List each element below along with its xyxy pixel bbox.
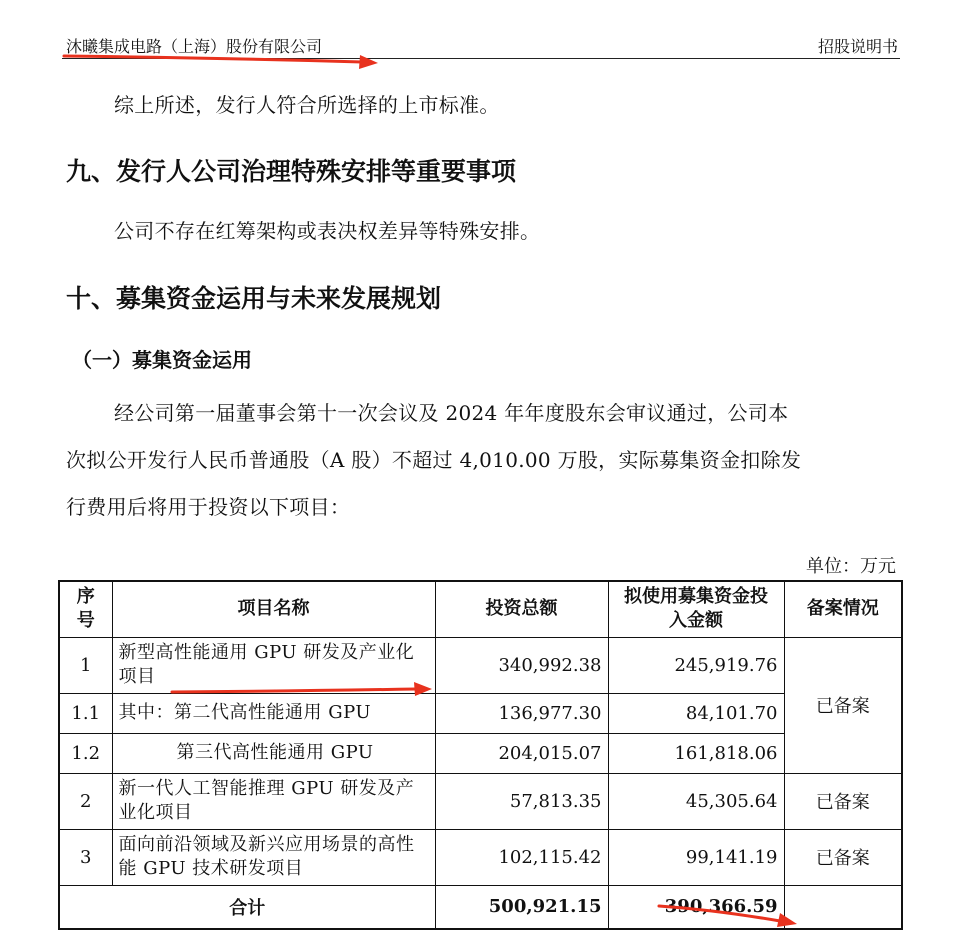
row-raise: 161,818.06 bbox=[608, 733, 784, 773]
header-project-name: 项目名称 bbox=[112, 581, 435, 637]
header-no: 序号 bbox=[59, 581, 112, 637]
row-raise: 84,101.70 bbox=[608, 693, 784, 733]
document-type: 招股说明书 bbox=[817, 37, 898, 56]
row-project-name: 其中：第二代高性能通用 GPU bbox=[112, 693, 435, 733]
header-raised-funds: 拟使用募集资金投入金额 bbox=[608, 581, 784, 637]
table-row bbox=[59, 733, 902, 773]
row-no: 3 bbox=[59, 829, 112, 885]
paragraph-line-3: 行费用后将用于投资以下项目： bbox=[66, 495, 351, 519]
header-filing-status: 备案情况 bbox=[784, 581, 902, 637]
total-label: 合计 bbox=[59, 885, 435, 929]
row-raise: 99,141.19 bbox=[608, 829, 784, 885]
subsection-heading: （一）募集资金运用 bbox=[72, 348, 252, 372]
row-project-name: 面向前沿领域及新兴应用场景的高性能 GPU 技术研发项目 bbox=[112, 829, 435, 885]
row-no: 1.2 bbox=[59, 733, 112, 773]
table-row bbox=[59, 693, 902, 733]
total-filing-empty bbox=[784, 885, 902, 929]
table-row bbox=[59, 829, 902, 885]
fund-use-table bbox=[58, 580, 903, 930]
table-unit: 单位：万元 bbox=[806, 556, 896, 577]
row-raise: 45,305.64 bbox=[608, 773, 784, 829]
row-no: 1.1 bbox=[59, 693, 112, 733]
total-raised: 390,366.59 bbox=[608, 885, 784, 929]
row-no: 1 bbox=[59, 637, 112, 693]
row-total: 57,813.35 bbox=[435, 773, 608, 829]
table-row bbox=[59, 637, 902, 693]
row-project-name: 第三代高性能通用 GPU bbox=[112, 733, 435, 773]
page-header bbox=[62, 30, 900, 59]
total-investment: 500,921.15 bbox=[435, 885, 608, 929]
row-filing-group: 已备案 bbox=[784, 637, 902, 773]
company-name: 沐曦集成电路（上海）股份有限公司 bbox=[66, 37, 323, 56]
section-heading-ten: 十、募集资金运用与未来发展规划 bbox=[66, 284, 442, 313]
row-total: 136,977.30 bbox=[435, 693, 608, 733]
section-heading-nine: 九、发行人公司治理特殊安排等重要事项 bbox=[66, 157, 517, 186]
row-project-name: 新型高性能通用 GPU 研发及产业化项目 bbox=[112, 637, 435, 693]
row-raise: 245,919.76 bbox=[608, 637, 784, 693]
row-project-name: 新一代人工智能推理 GPU 研发及产业化项目 bbox=[112, 773, 435, 829]
row-filing: 已备案 bbox=[784, 829, 902, 885]
row-total: 102,115.42 bbox=[435, 829, 608, 885]
table-row bbox=[59, 773, 902, 829]
row-total: 204,015.07 bbox=[435, 733, 608, 773]
paragraph-conclusion: 综上所述，发行人符合所选择的上市标准。 bbox=[114, 93, 500, 117]
row-no: 2 bbox=[59, 773, 112, 829]
paragraph-special-arrangement: 公司不存在红筹架构或表决权差异等特殊安排。 bbox=[114, 219, 541, 243]
table-total-row bbox=[59, 885, 902, 929]
row-total: 340,992.38 bbox=[435, 637, 608, 693]
paragraph-line-1: 经公司第一届董事会第十一次会议及 2024 年年度股东会审议通过，公司本 bbox=[114, 401, 789, 425]
table-header-row bbox=[59, 581, 902, 637]
row-filing: 已备案 bbox=[784, 773, 902, 829]
paragraph-line-2: 次拟公开发行人民币普通股（A 股）不超过 4,010.00 万股，实际募集资金扣除发 bbox=[66, 448, 802, 472]
header-total-investment: 投资总额 bbox=[435, 581, 608, 637]
